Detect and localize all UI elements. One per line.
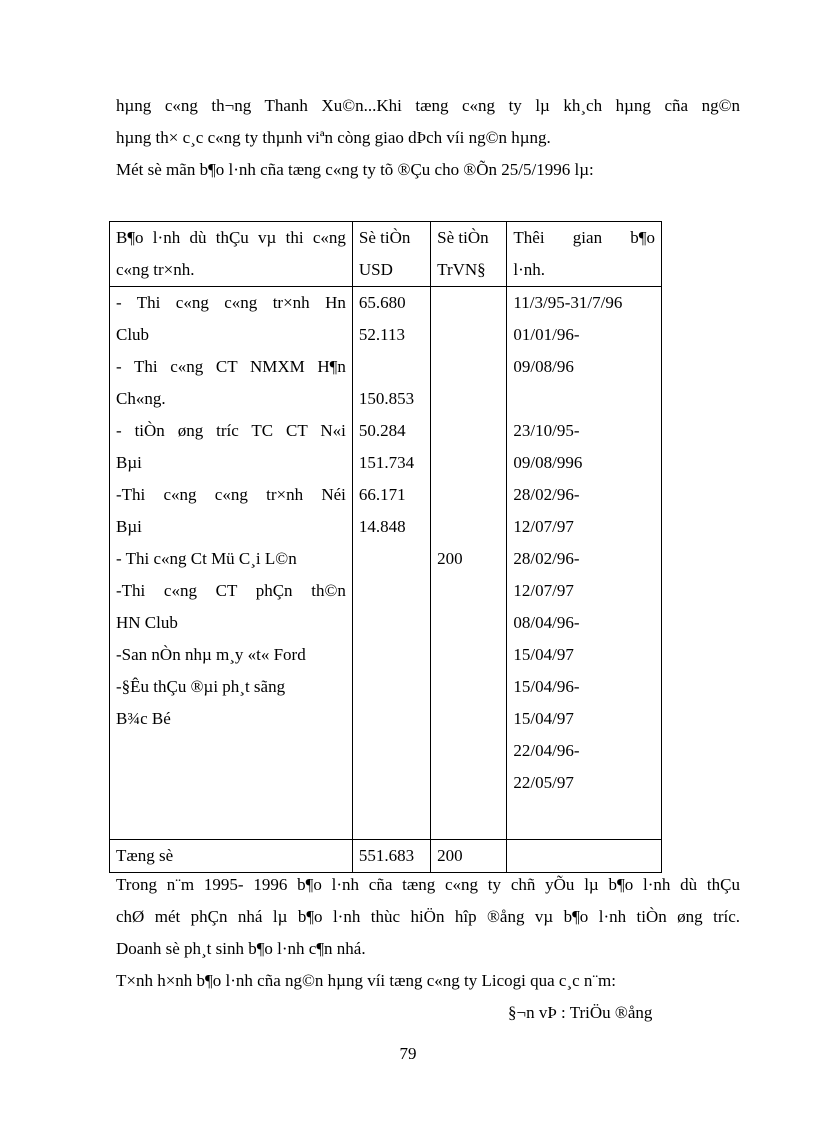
guarantee-table <box>109 221 662 873</box>
col4-line: 23/10/95- <box>513 421 580 440</box>
col4-line <box>513 383 655 415</box>
col1-line: - Thi c«ng CT NMXM H¶n <box>116 357 346 376</box>
col2-line: 66.171 <box>358 485 406 504</box>
col3-line <box>437 351 500 383</box>
header-guarantee-period: Thêi gian b¶o l·nh. <box>507 222 662 287</box>
usd-amounts-cell <box>352 287 430 840</box>
unit-note: §¬n vÞ : TriÖu ®ång <box>508 1003 653 1022</box>
col4-line: 22/04/96- <box>513 741 580 760</box>
col1-line: - Thi c«ng Ct Mü C¸i L©n <box>116 549 297 568</box>
total-vnd: 200 <box>431 840 507 873</box>
col2-line: 150.853 <box>358 389 415 408</box>
col3-line <box>437 383 500 415</box>
col4-line: 28/02/96- <box>513 485 580 504</box>
col1-line: Ch«ng. <box>116 389 166 408</box>
col4-line: 15/04/96- <box>513 677 580 696</box>
header-amount-usd: Sè tiÒn USD <box>352 222 430 287</box>
paragraph-line-5: chØ mét phÇn nhá lµ b¶o l·nh thùc hiÖn hîp ®ång vµ b¶o l·nh tiÒn øng tríc. <box>116 907 740 926</box>
col3-line: 200 <box>437 549 463 568</box>
col1-line: Club <box>116 325 150 344</box>
vnd-amounts-cell <box>431 287 507 840</box>
col1-line: -San nÒn nhµ m¸y «t« Ford <box>116 645 306 664</box>
total-usd: 551.683 <box>352 840 430 873</box>
col1-line: Bµi <box>116 517 142 536</box>
col3-line <box>437 319 500 351</box>
paragraph-line-1: hµng c«ng th¬ng Thanh Xu©n...Khi tæng c«ng ty lµ kh¸ch hµng cña ng©n <box>116 96 740 115</box>
col2-line <box>359 351 424 383</box>
col4-line: 09/08/996 <box>513 453 583 472</box>
col2-line: 50.284 <box>358 421 406 440</box>
table-row <box>110 287 662 840</box>
col1-line: Bµi <box>116 453 142 472</box>
col2-line: 151.734 <box>358 453 415 472</box>
col2-line: 52.113 <box>358 325 405 344</box>
col4-line: 08/04/96- <box>513 613 580 632</box>
col4-line: 15/04/97 <box>513 645 574 664</box>
col1-line: -Thi c«ng CT phÇn th©n <box>116 581 346 600</box>
table-total-row <box>110 840 662 873</box>
paragraph-line-7: T×nh h×nh b¶o l·nh cña ng©n hµng víi tæng c«ng ty Licogi qua c¸c n¨m: <box>116 971 617 990</box>
col1-line: HN Club <box>116 613 178 632</box>
paragraph-line-3: Mét sè mãn b¶o l·nh cña tæng c«ng ty tõ ®Çu cho ®Õn 25/5/1996 lµ: <box>116 160 594 179</box>
paragraph-line-2: hµng th× c¸c c«ng ty thµnh viªn còng giao dÞch víi ng©n hµng. <box>116 128 551 147</box>
col2-line: 65.680 <box>358 293 406 312</box>
col4-line: 22/05/97 <box>513 773 574 792</box>
col1-line: - tiÒn øng tríc TC CT N«i <box>116 421 346 440</box>
col1-line: - Thi c«ng c«ng tr×nh Hn <box>116 293 346 312</box>
col4-line: 09/08/96 <box>513 357 574 376</box>
col1-line: B¾c Bé <box>116 709 171 728</box>
col3-line <box>437 287 500 319</box>
paragraph-line-4: Trong n¨m 1995- 1996 b¶o l·nh cña tæng c«ng ty chñ yÕu lµ b¶o l·nh dù thÇu <box>116 875 740 894</box>
header-guarantee-type: B¶o l·nh dù thÇu vµ thi c«ng c«ng tr×nh. <box>110 222 353 287</box>
col1-line: -Thi c«ng c«ng tr×nh Néi <box>116 485 346 504</box>
col1-line: -§Êu thÇu ®µi ph¸t sãng <box>116 677 286 696</box>
col4-line: 28/02/96- <box>513 549 580 568</box>
col3-line <box>437 415 500 447</box>
col2-line: 14.848 <box>358 517 406 536</box>
col3-line <box>437 447 500 479</box>
col4-line: 12/07/97 <box>513 517 574 536</box>
paragraph-line-6: Doanh sè ph¸t sinh b¶o l·nh c¶n nhá. <box>116 939 366 958</box>
periods-cell <box>507 287 662 840</box>
col4-line: 15/04/97 <box>513 709 574 728</box>
col3-line <box>437 511 500 543</box>
guarantee-items-cell <box>110 287 353 840</box>
total-time <box>507 840 662 873</box>
col4-line: 01/01/96- <box>513 325 580 344</box>
col3-line <box>437 479 500 511</box>
col4-line: 11/3/95-31/7/96 <box>513 293 623 312</box>
header-amount-vnd: Sè tiÒn TrVN§ <box>431 222 507 287</box>
page-number: 79 <box>399 1044 417 1063</box>
table-header-row <box>110 222 662 287</box>
total-label: Tæng sè <box>110 840 353 873</box>
col4-line: 12/07/97 <box>513 581 574 600</box>
